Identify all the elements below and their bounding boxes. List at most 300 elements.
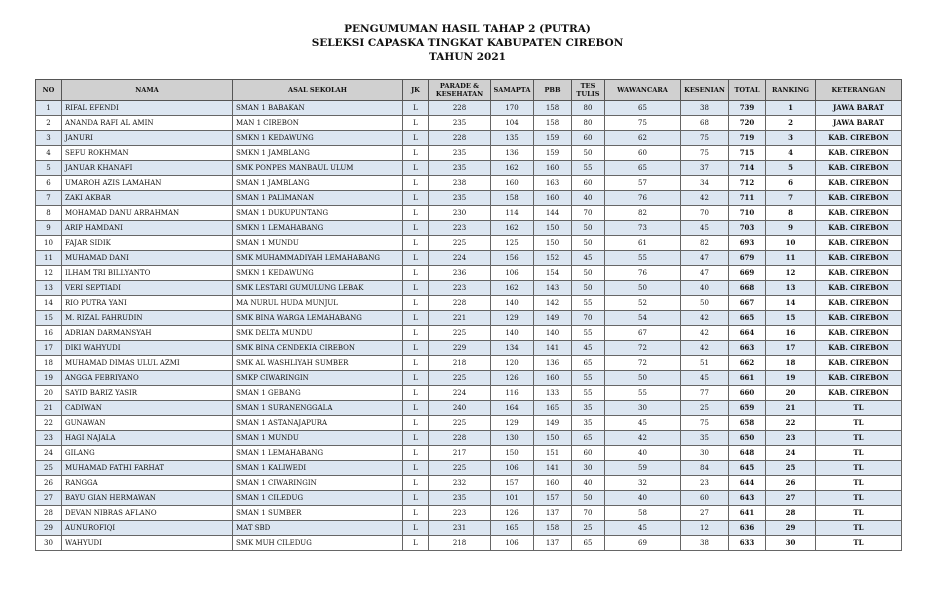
cell-nama: JANURI [62, 131, 233, 146]
table-row [36, 386, 902, 401]
cell-ranking: 23 [766, 431, 816, 446]
cell-nama: MUHAMAD DANI [62, 251, 233, 266]
cell-nama: ADRIAN DARMANSYAH [62, 326, 233, 341]
cell-pbb: 159 [534, 146, 572, 161]
cell-kesenian: 47 [681, 266, 729, 281]
cell-tes-tulis: 50 [572, 221, 605, 236]
cell-asal-sekolah: SMAN 1 SURANENGGALA [233, 401, 403, 416]
table-row [36, 131, 902, 146]
cell-ranking: 16 [766, 326, 816, 341]
cell-asal-sekolah: SMKN 1 KEDAWUNG [233, 266, 403, 281]
results-table [35, 79, 902, 551]
cell-parade-kesehatan: 218 [429, 536, 491, 551]
cell-no: 10 [36, 236, 62, 251]
cell-ranking: 19 [766, 371, 816, 386]
cell-samapta: 162 [491, 161, 534, 176]
cell-asal-sekolah: SMAN 1 GEBANG [233, 386, 403, 401]
cell-nama: WAHYUDI [62, 536, 233, 551]
table-row [36, 461, 902, 476]
cell-wawancara: 42 [605, 431, 681, 446]
cell-asal-sekolah: SMK MUHAMMADIYAH LEMAHABANG [233, 251, 403, 266]
cell-tes-tulis: 55 [572, 386, 605, 401]
cell-keterangan: KAB. CIREBON [816, 371, 902, 386]
table-row [36, 101, 902, 116]
cell-parade-kesehatan: 225 [429, 371, 491, 386]
cell-jk: L [403, 356, 429, 371]
cell-ranking: 6 [766, 176, 816, 191]
cell-keterangan: KAB. CIREBON [816, 131, 902, 146]
cell-parade-kesehatan: 225 [429, 416, 491, 431]
cell-asal-sekolah: SMKN 1 LEMAHABANG [233, 221, 403, 236]
cell-asal-sekolah: SMAN 1 SUMBER [233, 506, 403, 521]
cell-keterangan: JAWA BARAT [816, 116, 902, 131]
cell-ranking: 26 [766, 476, 816, 491]
table-row [36, 356, 902, 371]
header-wawancara: WAWANCARA [605, 80, 681, 101]
cell-pbb: 150 [534, 236, 572, 251]
cell-total: 714 [729, 161, 766, 176]
cell-ranking: 4 [766, 146, 816, 161]
table-row [36, 446, 902, 461]
cell-kesenian: 23 [681, 476, 729, 491]
cell-kesenian: 38 [681, 536, 729, 551]
cell-jk: L [403, 116, 429, 131]
cell-ranking: 20 [766, 386, 816, 401]
cell-pbb: 143 [534, 281, 572, 296]
table-row [36, 311, 902, 326]
cell-kesenian: 51 [681, 356, 729, 371]
cell-asal-sekolah: SMKN 1 KEDAWUNG [233, 131, 403, 146]
title-line-1: PENGUMUMAN HASIL TAHAP 2 (PUTRA) [344, 23, 591, 35]
cell-jk: L [403, 101, 429, 116]
cell-keterangan: TL [816, 431, 902, 446]
cell-parade-kesehatan: 235 [429, 191, 491, 206]
cell-no: 16 [36, 326, 62, 341]
cell-nama: SEFU ROKHMAN [62, 146, 233, 161]
cell-jk: L [403, 446, 429, 461]
cell-jk: L [403, 431, 429, 446]
cell-asal-sekolah: SMKN 1 JAMBLANG [233, 146, 403, 161]
cell-samapta: 104 [491, 116, 534, 131]
cell-jk: L [403, 416, 429, 431]
cell-asal-sekolah: SMK PONPES MANBAUL ULUM [233, 161, 403, 176]
table-row [36, 221, 902, 236]
cell-parade-kesehatan: 235 [429, 116, 491, 131]
cell-nama: MUHAMAD DIMAS ULUL AZMI [62, 356, 233, 371]
table-row [36, 521, 902, 536]
cell-no: 9 [36, 221, 62, 236]
cell-pbb: 158 [534, 101, 572, 116]
cell-ranking: 3 [766, 131, 816, 146]
cell-kesenian: 75 [681, 416, 729, 431]
cell-ranking: 10 [766, 236, 816, 251]
cell-ranking: 1 [766, 101, 816, 116]
cell-ranking: 29 [766, 521, 816, 536]
cell-total: 633 [729, 536, 766, 551]
table-row [36, 161, 902, 176]
cell-tes-tulis: 30 [572, 461, 605, 476]
table-row [36, 251, 902, 266]
cell-wawancara: 61 [605, 236, 681, 251]
cell-total: 660 [729, 386, 766, 401]
cell-parade-kesehatan: 223 [429, 506, 491, 521]
cell-nama: ARIP HAMDANI [62, 221, 233, 236]
cell-wawancara: 65 [605, 101, 681, 116]
cell-kesenian: 42 [681, 341, 729, 356]
cell-wawancara: 73 [605, 221, 681, 236]
cell-total: 644 [729, 476, 766, 491]
cell-total: 663 [729, 341, 766, 356]
cell-no: 25 [36, 461, 62, 476]
cell-asal-sekolah: SMAN 1 CIWARINGIN [233, 476, 403, 491]
cell-nama: SAYID BARIZ YASIR [62, 386, 233, 401]
cell-kesenian: 77 [681, 386, 729, 401]
cell-nama: MOHAMAD DANU ARRAHMAN [62, 206, 233, 221]
cell-jk: L [403, 341, 429, 356]
cell-ranking: 9 [766, 221, 816, 236]
cell-samapta: 125 [491, 236, 534, 251]
cell-pbb: 142 [534, 296, 572, 311]
cell-parade-kesehatan: 225 [429, 461, 491, 476]
cell-keterangan: JAWA BARAT [816, 101, 902, 116]
cell-keterangan: KAB. CIREBON [816, 356, 902, 371]
cell-keterangan: TL [816, 446, 902, 461]
cell-no: 13 [36, 281, 62, 296]
cell-parade-kesehatan: 230 [429, 206, 491, 221]
cell-no: 17 [36, 341, 62, 356]
cell-kesenian: 35 [681, 431, 729, 446]
cell-tes-tulis: 40 [572, 191, 605, 206]
cell-keterangan: KAB. CIREBON [816, 266, 902, 281]
cell-keterangan: KAB. CIREBON [816, 191, 902, 206]
cell-parade-kesehatan: 235 [429, 161, 491, 176]
cell-jk: L [403, 491, 429, 506]
header-no: NO [36, 80, 62, 101]
cell-jk: L [403, 281, 429, 296]
cell-total: 662 [729, 356, 766, 371]
cell-samapta: 140 [491, 296, 534, 311]
cell-keterangan: KAB. CIREBON [816, 236, 902, 251]
cell-samapta: 126 [491, 506, 534, 521]
cell-kesenian: 50 [681, 296, 729, 311]
cell-parade-kesehatan: 224 [429, 386, 491, 401]
cell-parade-kesehatan: 223 [429, 221, 491, 236]
cell-ranking: 24 [766, 446, 816, 461]
cell-asal-sekolah: SMAN 1 LEMAHABANG [233, 446, 403, 461]
cell-keterangan: KAB. CIREBON [816, 296, 902, 311]
header-parade-line1: PARADE & [439, 82, 480, 90]
cell-tes-tulis: 50 [572, 281, 605, 296]
cell-kesenian: 12 [681, 521, 729, 536]
cell-pbb: 150 [534, 221, 572, 236]
cell-nama: M. RIZAL FAHRUDIN [62, 311, 233, 326]
cell-no: 8 [36, 206, 62, 221]
cell-asal-sekolah: SMAN 1 JAMBLANG [233, 176, 403, 191]
cell-no: 6 [36, 176, 62, 191]
cell-samapta: 136 [491, 146, 534, 161]
cell-pbb: 158 [534, 521, 572, 536]
header-tes-line1: TES [580, 82, 596, 90]
cell-wawancara: 57 [605, 176, 681, 191]
cell-ranking: 12 [766, 266, 816, 281]
cell-tes-tulis: 65 [572, 431, 605, 446]
cell-samapta: 140 [491, 326, 534, 341]
table-row [36, 206, 902, 221]
cell-tes-tulis: 40 [572, 476, 605, 491]
cell-jk: L [403, 326, 429, 341]
cell-parade-kesehatan: 228 [429, 431, 491, 446]
cell-pbb: 141 [534, 341, 572, 356]
header-samapta: SAMAPTA [491, 80, 534, 101]
cell-ranking: 7 [766, 191, 816, 206]
cell-samapta: 162 [491, 281, 534, 296]
cell-tes-tulis: 70 [572, 206, 605, 221]
cell-jk: L [403, 266, 429, 281]
cell-samapta: 157 [491, 476, 534, 491]
cell-jk: L [403, 371, 429, 386]
cell-jk: L [403, 386, 429, 401]
cell-jk: L [403, 536, 429, 551]
cell-nama: GILANG [62, 446, 233, 461]
cell-keterangan: KAB. CIREBON [816, 206, 902, 221]
cell-samapta: 150 [491, 446, 534, 461]
cell-samapta: 130 [491, 431, 534, 446]
cell-no: 19 [36, 371, 62, 386]
table-row [36, 431, 902, 446]
cell-pbb: 141 [534, 461, 572, 476]
cell-parade-kesehatan: 235 [429, 491, 491, 506]
cell-total: 667 [729, 296, 766, 311]
cell-wawancara: 40 [605, 491, 681, 506]
cell-asal-sekolah: SMK BINA WARGA LEMAHABANG [233, 311, 403, 326]
cell-no: 11 [36, 251, 62, 266]
cell-samapta: 106 [491, 536, 534, 551]
cell-asal-sekolah: MA NURUL HUDA MUNJUL [233, 296, 403, 311]
cell-jk: L [403, 161, 429, 176]
cell-keterangan: TL [816, 476, 902, 491]
cell-pbb: 157 [534, 491, 572, 506]
cell-pbb: 144 [534, 206, 572, 221]
cell-keterangan: KAB. CIREBON [816, 221, 902, 236]
cell-samapta: 156 [491, 251, 534, 266]
cell-tes-tulis: 65 [572, 356, 605, 371]
cell-wawancara: 32 [605, 476, 681, 491]
cell-samapta: 126 [491, 371, 534, 386]
table-row [36, 506, 902, 521]
cell-wawancara: 65 [605, 161, 681, 176]
cell-wawancara: 82 [605, 206, 681, 221]
cell-parade-kesehatan: 228 [429, 131, 491, 146]
cell-no: 24 [36, 446, 62, 461]
cell-parade-kesehatan: 224 [429, 251, 491, 266]
cell-pbb: 149 [534, 416, 572, 431]
cell-samapta: 129 [491, 311, 534, 326]
cell-kesenian: 75 [681, 131, 729, 146]
cell-total: 643 [729, 491, 766, 506]
cell-keterangan: KAB. CIREBON [816, 161, 902, 176]
cell-total: 712 [729, 176, 766, 191]
cell-nama: BAYU GIAN HERMAWAN [62, 491, 233, 506]
cell-parade-kesehatan: 240 [429, 401, 491, 416]
cell-total: 693 [729, 236, 766, 251]
cell-total: 636 [729, 521, 766, 536]
cell-nama: DIKI WAHYUDI [62, 341, 233, 356]
cell-total: 665 [729, 311, 766, 326]
table-row [36, 296, 902, 311]
cell-nama: ANGGA FEBRIYANO [62, 371, 233, 386]
cell-ranking: 2 [766, 116, 816, 131]
cell-keterangan: TL [816, 401, 902, 416]
cell-jk: L [403, 236, 429, 251]
cell-nama: VERI SEPTIADI [62, 281, 233, 296]
cell-total: 658 [729, 416, 766, 431]
cell-samapta: 134 [491, 341, 534, 356]
cell-pbb: 159 [534, 131, 572, 146]
header-tes-tulis [572, 80, 605, 101]
cell-pbb: 140 [534, 326, 572, 341]
cell-parade-kesehatan: 223 [429, 281, 491, 296]
cell-tes-tulis: 55 [572, 371, 605, 386]
cell-tes-tulis: 50 [572, 236, 605, 251]
cell-pbb: 133 [534, 386, 572, 401]
cell-pbb: 152 [534, 251, 572, 266]
cell-wawancara: 30 [605, 401, 681, 416]
table-row [36, 341, 902, 356]
cell-jk: L [403, 191, 429, 206]
cell-keterangan: KAB. CIREBON [816, 386, 902, 401]
table-row [36, 326, 902, 341]
table-row [36, 266, 902, 281]
cell-parade-kesehatan: 235 [429, 146, 491, 161]
header-asal-sekolah: ASAL SEKOLAH [233, 80, 403, 101]
cell-nama: MUHAMAD FATHI FARHAT [62, 461, 233, 476]
cell-asal-sekolah: SMAN 1 MUNDU [233, 431, 403, 446]
cell-pbb: 165 [534, 401, 572, 416]
title-line-2: SELEKSI CAPASKA TINGKAT KABUPATEN CIREBON [311, 37, 624, 49]
header-parade-line2: KESEHATAN [435, 90, 484, 98]
cell-wawancara: 75 [605, 116, 681, 131]
cell-total: 664 [729, 326, 766, 341]
header-ranking: RANKING [766, 80, 816, 101]
cell-pbb: 151 [534, 446, 572, 461]
header-row [36, 80, 902, 101]
cell-tes-tulis: 35 [572, 416, 605, 431]
cell-pbb: 137 [534, 536, 572, 551]
cell-keterangan: KAB. CIREBON [816, 311, 902, 326]
cell-wawancara: 40 [605, 446, 681, 461]
cell-keterangan: KAB. CIREBON [816, 281, 902, 296]
cell-no: 2 [36, 116, 62, 131]
cell-jk: L [403, 131, 429, 146]
cell-kesenian: 27 [681, 506, 729, 521]
cell-ranking: 30 [766, 536, 816, 551]
cell-no: 28 [36, 506, 62, 521]
cell-jk: L [403, 176, 429, 191]
cell-asal-sekolah: SMK AL WASHLIYAH SUMBER [233, 356, 403, 371]
cell-total: 739 [729, 101, 766, 116]
cell-samapta: 170 [491, 101, 534, 116]
cell-keterangan: KAB. CIREBON [816, 176, 902, 191]
cell-ranking: 13 [766, 281, 816, 296]
header-keterangan: KETERANGAN [816, 80, 902, 101]
cell-pbb: 136 [534, 356, 572, 371]
cell-tes-tulis: 60 [572, 131, 605, 146]
cell-tes-tulis: 45 [572, 251, 605, 266]
cell-no: 5 [36, 161, 62, 176]
cell-total: 715 [729, 146, 766, 161]
cell-ranking: 15 [766, 311, 816, 326]
cell-jk: L [403, 251, 429, 266]
cell-jk: L [403, 221, 429, 236]
cell-tes-tulis: 55 [572, 326, 605, 341]
cell-no: 30 [36, 536, 62, 551]
cell-asal-sekolah: SMAN 1 CILEDUG [233, 491, 403, 506]
cell-wawancara: 60 [605, 146, 681, 161]
title-line-3: TAHUN 2021 [429, 51, 506, 63]
cell-asal-sekolah: SMAN 1 BABAKAN [233, 101, 403, 116]
cell-samapta: 114 [491, 206, 534, 221]
cell-jk: L [403, 461, 429, 476]
cell-asal-sekolah: SMK DELTA MUNDU [233, 326, 403, 341]
cell-kesenian: 60 [681, 491, 729, 506]
cell-parade-kesehatan: 225 [429, 236, 491, 251]
cell-nama: ANANDA RAFI AL AMIN [62, 116, 233, 131]
cell-no: 15 [36, 311, 62, 326]
cell-total: 711 [729, 191, 766, 206]
cell-kesenian: 37 [681, 161, 729, 176]
cell-kesenian: 45 [681, 221, 729, 236]
cell-tes-tulis: 65 [572, 536, 605, 551]
cell-tes-tulis: 50 [572, 146, 605, 161]
cell-no: 12 [36, 266, 62, 281]
cell-ranking: 25 [766, 461, 816, 476]
cell-total: 641 [729, 506, 766, 521]
cell-no: 7 [36, 191, 62, 206]
cell-samapta: 160 [491, 176, 534, 191]
cell-tes-tulis: 25 [572, 521, 605, 536]
cell-wawancara: 52 [605, 296, 681, 311]
cell-pbb: 160 [534, 371, 572, 386]
cell-kesenian: 47 [681, 251, 729, 266]
cell-tes-tulis: 70 [572, 506, 605, 521]
cell-total: 661 [729, 371, 766, 386]
cell-total: 650 [729, 431, 766, 446]
cell-no: 27 [36, 491, 62, 506]
table-row [36, 536, 902, 551]
cell-asal-sekolah: SMAN 1 ASTANAJAPURA [233, 416, 403, 431]
cell-samapta: 158 [491, 191, 534, 206]
header-parade-kesehatan [429, 80, 491, 101]
cell-asal-sekolah: SMK MUH CILEDUG [233, 536, 403, 551]
cell-pbb: 154 [534, 266, 572, 281]
cell-tes-tulis: 80 [572, 116, 605, 131]
cell-no: 20 [36, 386, 62, 401]
cell-keterangan: TL [816, 491, 902, 506]
cell-wawancara: 50 [605, 371, 681, 386]
cell-asal-sekolah: SMK LESTARI GUMULUNG LEBAK [233, 281, 403, 296]
cell-samapta: 135 [491, 131, 534, 146]
cell-parade-kesehatan: 228 [429, 296, 491, 311]
cell-tes-tulis: 70 [572, 311, 605, 326]
cell-jk: L [403, 296, 429, 311]
cell-wawancara: 45 [605, 521, 681, 536]
cell-samapta: 101 [491, 491, 534, 506]
cell-nama: CADIWAN [62, 401, 233, 416]
cell-nama: AUNUROFIQI [62, 521, 233, 536]
cell-nama: FAJAR SIDIK [62, 236, 233, 251]
cell-wawancara: 50 [605, 281, 681, 296]
cell-total: 648 [729, 446, 766, 461]
